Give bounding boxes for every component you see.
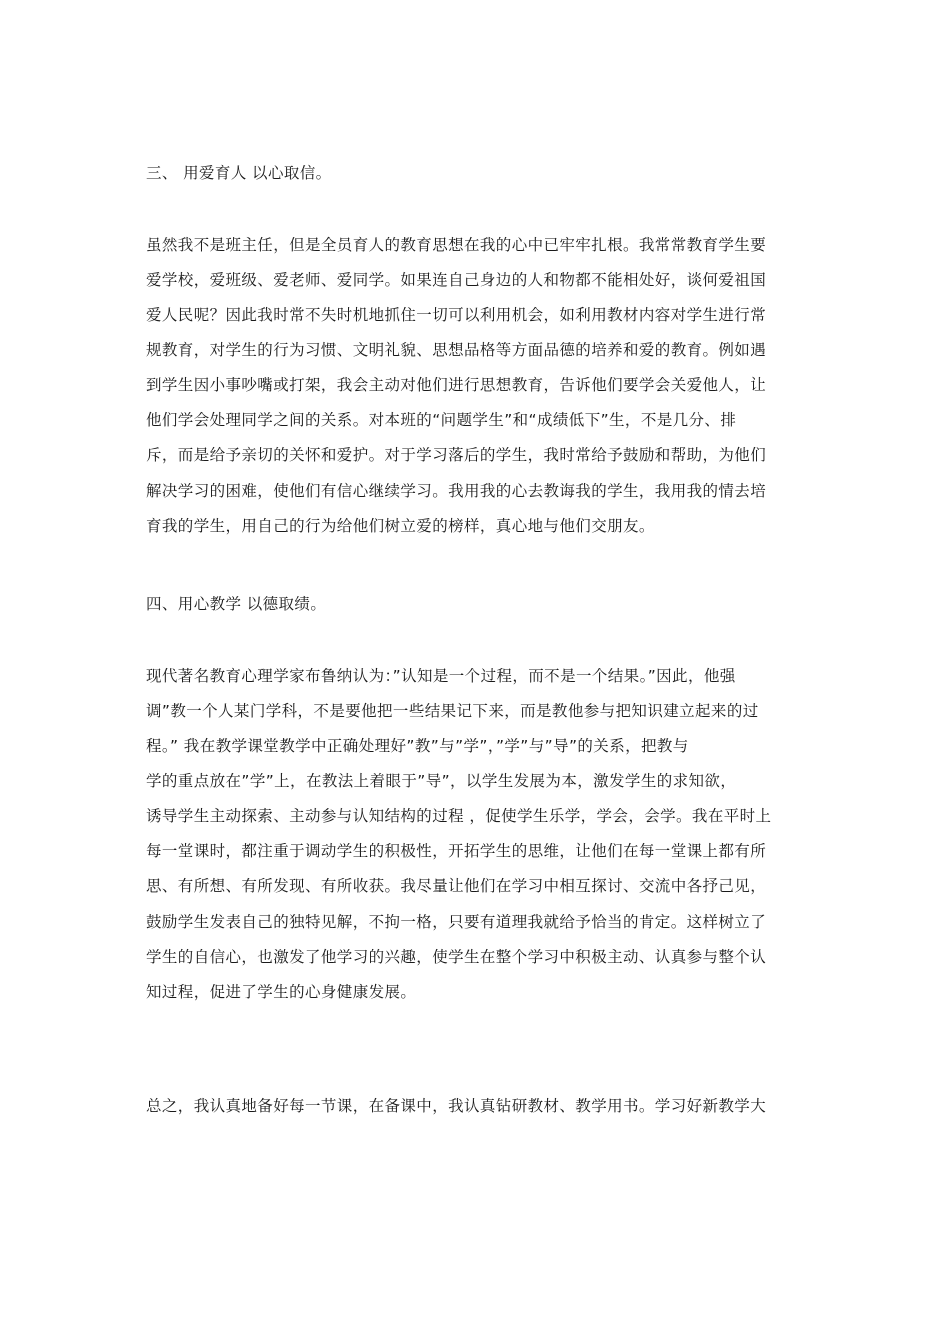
section-4-heading: 四、用心教学 以德取绩。	[146, 595, 327, 613]
section-3-heading: 三、 用爱育人 以心取信。	[146, 164, 332, 182]
section-3-line-1: 虽然我不是班主任，但是全员育人的教育思想在我的心中已牢牢扎根。我常常教育学生要	[146, 236, 767, 254]
section-4-line-8: 鼓励学生发表自己的独特见解，不拘一格，只要有道理我就给予恰当的肯定。这样树立了	[146, 913, 767, 931]
section-3-line-3: 爱人民呢？因此我时常不失时机地抓住一切可以利用机会，如利用教材内容对学生进行常	[146, 306, 767, 324]
section-4-line-6: 每一堂课时，都注重于调动学生的积极性，开拓学生的思维，让他们在每一堂课上都有所	[146, 842, 767, 860]
section-3-line-2: 爱学校，爱班级、爱老师、爱同学。如果连自己身边的人和物都不能相处好，谈何爱祖国	[146, 271, 767, 289]
section-3-line-8: 解决学习的困难，使他们有信心继续学习。我用我的心去教诲我的学生，我用我的情去培	[146, 482, 767, 500]
section-3-line-7: 斥，而是给予亲切的关怀和爱护。对于学习落后的学生，我时常给予鼓励和帮助，为他们	[146, 446, 767, 464]
conclusion-line-1: 总之，我认真地备好每一节课，在备课中，我认真钻研教材、教学用书。学习好新教学大	[146, 1097, 767, 1115]
section-4-line-3: 程。” 我在教学课堂教学中正确处理好”教”与”学”，”学”与”导”的关系，把教与	[146, 737, 689, 755]
section-4-line-10: 知过程，促进了学生的心身健康发展。	[146, 983, 417, 1001]
section-4-line-2: 调”教一个人某门学科，不是要他把一些结果记下来，而是教他参与把知识建立起来的过	[146, 702, 759, 720]
section-3-line-4: 规教育，对学生的行为习惯、文明礼貌、思想品格等方面品德的培养和爱的教育。例如遇	[146, 341, 767, 359]
section-4-line-5: 诱导学生主动探索、主动参与认知结构的过程 ，促使学生乐学，学会，会学。我在平时上	[146, 807, 772, 825]
section-4-line-9: 学生的自信心，也激发了他学习的兴趣，使学生在整个学习中积极主动、认真参与整个认	[146, 948, 767, 966]
section-3-line-6: 他们学会处理同学之间的关系。对本班的“问题学生”和“成绩低下”生，不是几分、排	[146, 411, 737, 429]
section-3-line-9: 育我的学生，用自己的行为给他们树立爱的榜样，真心地与他们交朋友。	[146, 517, 655, 535]
section-4-line-7: 思、有所想、有所发现、有所收获。我尽量让他们在学习中相互探讨、交流中各抒己见，	[146, 877, 767, 895]
section-3-line-5: 到学生因小事吵嘴或打架，我会主动对他们进行思想教育，告诉他们要学会关爱他人，让	[146, 376, 767, 394]
section-4-line-4: 学的重点放在”学”上，在教法上着眼于”导”，以学生发展为本，激发学生的求知欲，	[146, 772, 737, 790]
section-4-line-1: 现代著名教育心理学家布鲁纳认为：”认知是一个过程，而不是一个结果。”因此，他强	[146, 667, 736, 685]
